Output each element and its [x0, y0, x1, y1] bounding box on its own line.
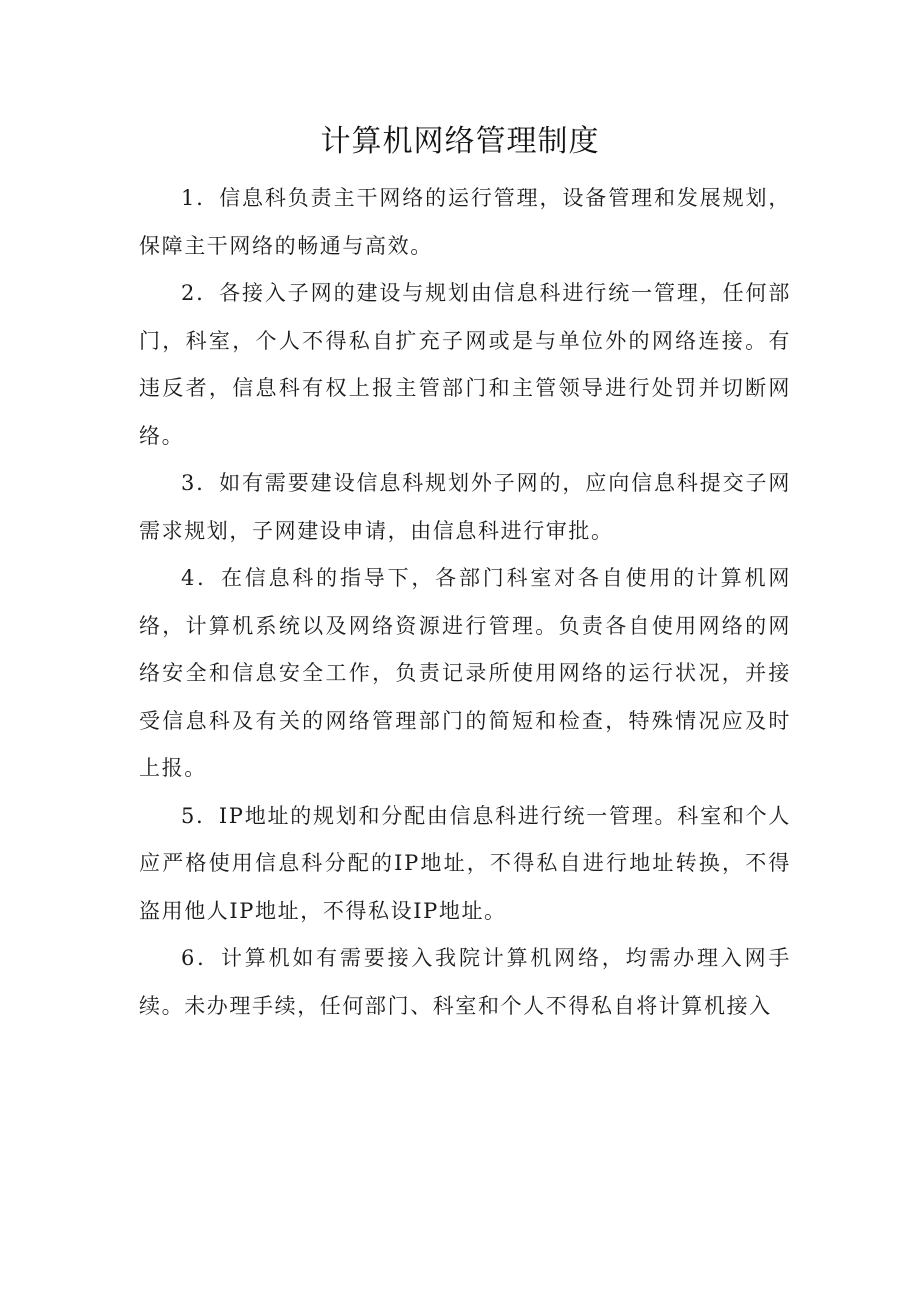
paragraph-3: 3．如有需要建设信息科规划外子网的，应向信息科提交子网需求规划，子网建设申请，由信息科进行审批。 — [139, 471, 791, 543]
document-body — [139, 175, 791, 1030]
paragraph-2: 2．各接入子网的建设与规划由信息科进行统一管理，任何部门，科室，个人不得私自扩充子网或是与单位外的网络连接。有违反者，信息科有权上报主管部门和主管领导进行处罚并切断网络。 — [139, 281, 791, 448]
paragraph-6: 6．计算机如有需要接入我院计算机网络，均需办理入网手续。未办理手续，任何部门、科室和个人不得私自将计算机接入 — [139, 946, 791, 1018]
paragraph-1: 1．信息科负责主干网络的运行管理，设备管理和发展规划，保障主干网络的畅通与高效。 — [139, 186, 791, 258]
document-title: 计算机网络管理制度 — [320, 124, 600, 159]
paragraph-4: 4．在信息科的指导下，各部门科室对各自使用的计算机网络，计算机系统以及网络资源进行管理。负责各自使用网络的网络安全和信息安全工作，负责记录所使用网络的运行状况，并接受信息科及有关的网络管理部门的简短和检查，特殊情况应及时上报。 — [139, 566, 791, 780]
paragraph-5: 5．IP地址的规划和分配由信息科进行统一管理。科室和个人应严格使用信息科分配的IP地址，不得私自进行地址转换，不得盗用他人IP地址，不得私设IP地址。 — [139, 803, 791, 923]
